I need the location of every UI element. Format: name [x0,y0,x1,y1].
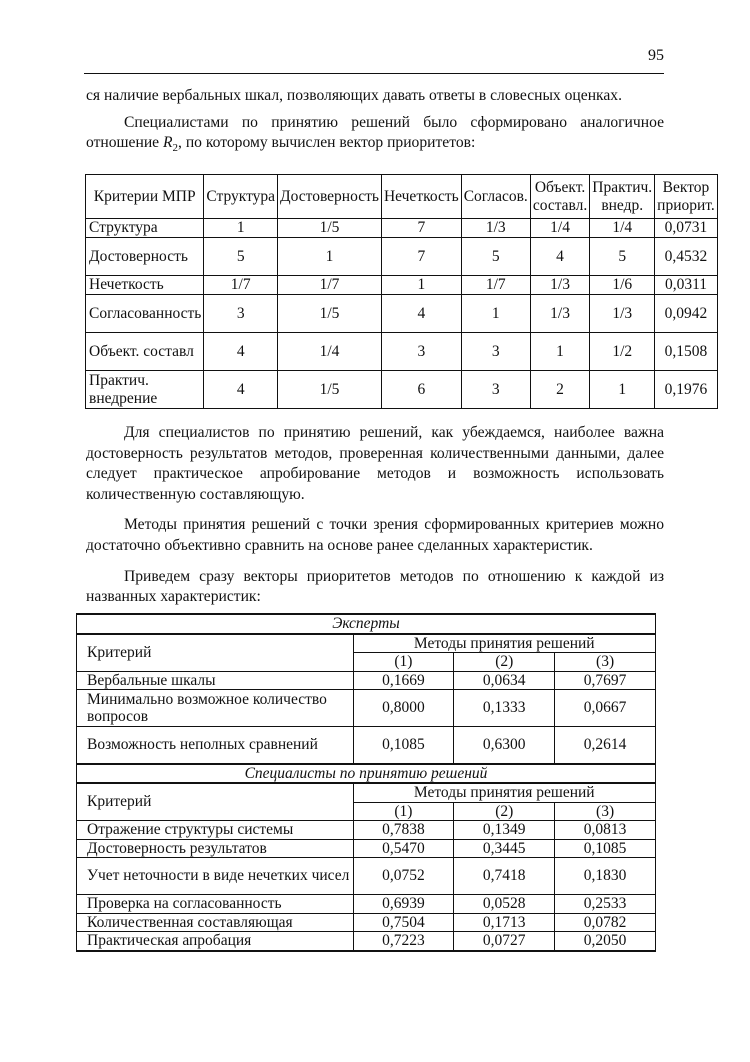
table-row [77,932,656,951]
table-row [86,276,718,295]
header-cell: Вектор приорит. [655,175,718,219]
table-row [86,371,718,409]
table-cell: 4 [204,371,278,409]
paragraph-intro-r2 [86,113,664,159]
table-cell: 0,7504 [353,913,454,932]
priority-matrix-table [85,174,718,409]
table-cell: 1/5 [278,219,382,238]
table-cell: 0,4532 [655,238,718,276]
table-cell: 1/2 [590,333,655,371]
text-middle [86,423,664,608]
header-cell: Структура [204,175,278,219]
table-row [77,727,656,764]
text-top [86,86,664,159]
table-cell: 1 [278,238,382,276]
row-label: Согласованность [86,295,204,333]
header-cell: Практич. внедр. [590,175,655,219]
table-cell: 0,7418 [454,858,555,895]
table-cell: 4 [381,295,461,333]
table-cell: 0,0634 [454,671,555,690]
table-cell: 1/4 [590,219,655,238]
row-label: Структура [86,219,204,238]
table-cell: 3 [461,371,530,409]
table-cell: 1/3 [590,295,655,333]
paragraph-continuation: ся наличие вербальных шкал, позволяющих давать ответы в словесных оценках. [86,87,622,104]
table-row [86,238,718,276]
table-cell: 1 [381,276,461,295]
table-cell: 3 [461,333,530,371]
table-cell: 5 [204,238,278,276]
paragraph-methods: Методы принятия решений с точки зрения сформированных критериев можно достаточно объективно сравнить на основе ранее сделанных характеристик. [86,516,664,554]
header-rule [84,73,664,74]
table-cell: 0,1085 [555,839,656,858]
methods-header: Методы принятия решений [353,634,656,653]
table-cell: 1/7 [461,276,530,295]
table-cell: 7 [381,238,461,276]
paragraph-conclusion: Для специалистов по принятию решений, как убеждаемся, наиболее важна достоверность результатов методов, проверенная количественными данными, далее следует практическое апробирование методов и возможность использовать количественную составляющую. [86,424,664,503]
para2-after: , по которому вычислен вектор приоритетов: [178,134,476,152]
table-cell: 0,7697 [555,671,656,690]
row-label: Объект. составл [86,333,204,371]
row-label: Возможность неполных сравнений [77,727,354,764]
table-row [86,219,718,238]
methods-header: Методы принятия решений [353,783,656,802]
criterion-header: Критерий [77,783,354,821]
table-row [77,821,656,840]
section-title-experts: Эксперты [77,614,656,634]
header-cell: Критерии МПР [86,175,204,219]
table-cell: 0,1508 [655,333,718,371]
row-label: Нечеткость [86,276,204,295]
table-cell: 0,0311 [655,276,718,295]
table-cell: 3 [381,333,461,371]
page-number: 95 [648,47,664,64]
para2-sub: 2 [172,142,179,155]
table-cell: 5 [590,238,655,276]
table-cell: 0,2614 [555,727,656,764]
method-col-header: (3) [555,653,656,672]
table-row [86,295,718,333]
table-cell: 6 [381,371,461,409]
header-cell: Нечеткость [381,175,461,219]
header-cell: Согласов. [461,175,530,219]
row-label: Проверка на согласованность [77,895,354,914]
table-cell: 0,0942 [655,295,718,333]
table-cell: 4 [530,238,589,276]
table-cell: 1/6 [590,276,655,295]
table-cell: 0,5470 [353,839,454,858]
table-cell: 0,0667 [555,690,656,727]
table-cell: 1/3 [530,276,589,295]
table-cell: 4 [204,333,278,371]
table-cell: 0,1830 [555,858,656,895]
method-col-header: (3) [555,802,656,821]
table-cell: 0,0731 [655,219,718,238]
header-cell: Объект. составл. [530,175,589,219]
table-cell: 0,2533 [555,895,656,914]
table-row [77,858,656,895]
table-cell: 0,1669 [353,671,454,690]
table-cell: 0,1976 [655,371,718,409]
table-row [77,690,656,727]
header-cell: Достоверность [278,175,382,219]
table-cell: 0,0752 [353,858,454,895]
row-label: Учет неточности в виде нечетких чисел [77,858,354,895]
table-cell: 1/5 [278,371,382,409]
criterion-header: Критерий [77,634,354,672]
table-cell: 1/4 [278,333,382,371]
table-cell: 1 [590,371,655,409]
table-cell: 0,1085 [353,727,454,764]
row-label: Достоверность [86,238,204,276]
row-label: Минимально возможное количество вопросов [77,690,354,727]
table-cell: 1/5 [278,295,382,333]
table-cell: 0,6300 [454,727,555,764]
table-cell: 0,7223 [353,932,454,951]
table-cell: 3 [204,295,278,333]
table-cell: 0,0727 [454,932,555,951]
table-row [77,671,656,690]
table-cell: 1 [530,333,589,371]
table-cell: 1 [204,219,278,238]
table-cell: 1/7 [278,276,382,295]
table-row [77,913,656,932]
paragraph-vectors: Приведем сразу векторы приоритетов методов по отношению к каждой из названных характеристик: [86,567,664,606]
table-cell: 7 [381,219,461,238]
table-cell: 1/3 [461,219,530,238]
table-row [77,895,656,914]
row-label: Практическая апробация [77,932,354,951]
row-label: Достоверность результатов [77,839,354,858]
method-priority-table [76,613,656,952]
table-cell: 1 [461,295,530,333]
table-cell: 1/7 [204,276,278,295]
section-title-specialists: Специалисты по принятию решений [77,764,656,784]
table-cell: 0,8000 [353,690,454,727]
row-label: Практич. внедрение [86,371,204,409]
table-cell: 0,0813 [555,821,656,840]
method-col-header: (2) [454,802,555,821]
method-col-header: (1) [353,653,454,672]
para2-before: Специалистами по принятию решений было сформировано аналогичное отношение [86,113,664,152]
table-cell: 0,7838 [353,821,454,840]
method-col-header: (1) [353,802,454,821]
table-cell: 2 [530,371,589,409]
table-cell: 0,1349 [454,821,555,840]
table-cell: 1/4 [530,219,589,238]
table-cell: 1/3 [530,295,589,333]
table-row [86,333,718,371]
row-label: Отражение структуры системы [77,821,354,840]
table-cell: 0,1333 [454,690,555,727]
method-col-header: (2) [454,653,555,672]
table-cell: 0,0528 [454,895,555,914]
table-cell: 0,0782 [555,913,656,932]
row-label: Количественная составляющая [77,913,354,932]
para2-var: R [163,134,173,152]
row-label: Вербальные шкалы [77,671,354,690]
table-cell: 0,1713 [454,913,555,932]
table-cell: 0,2050 [555,932,656,951]
table-cell: 5 [461,238,530,276]
table-cell: 0,6939 [353,895,454,914]
table-cell: 0,3445 [454,839,555,858]
table-row [77,839,656,858]
